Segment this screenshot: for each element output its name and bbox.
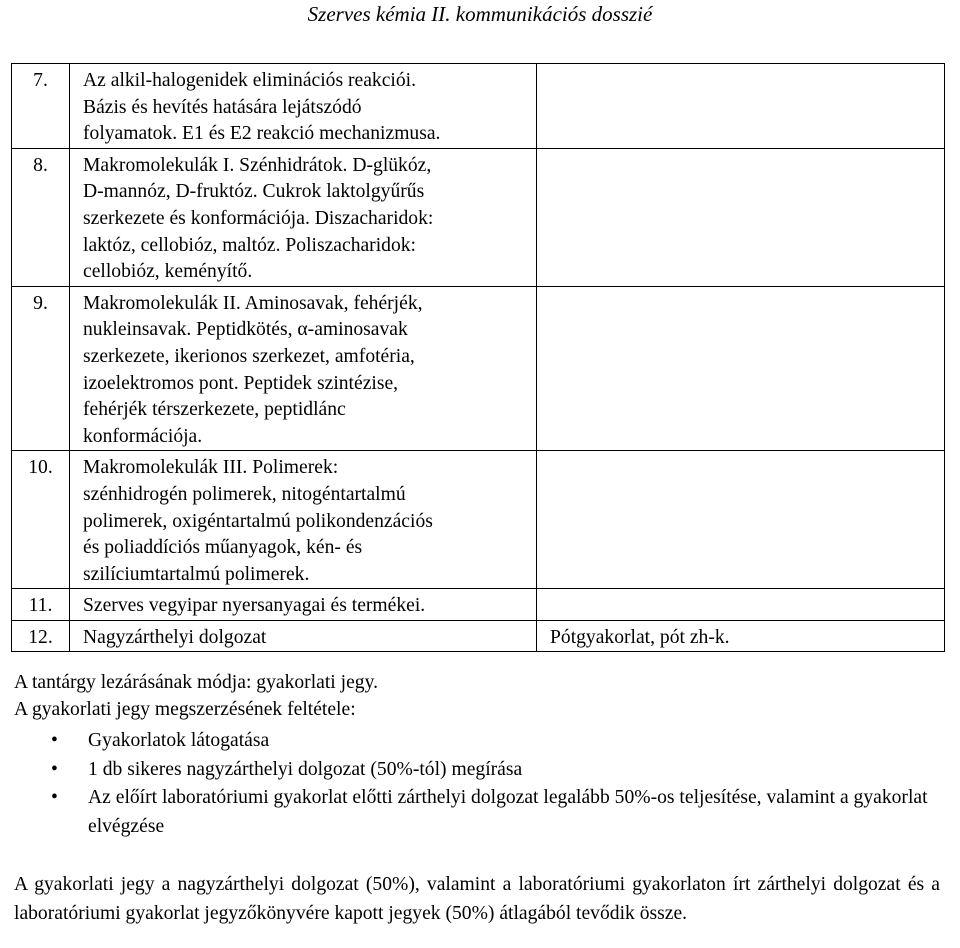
conditions-title: A gyakorlati jegy megszerzésének feltétele: bbox=[14, 699, 356, 720]
topic-line: Makromolekulák I. Szénhidrátok. D-glükóz, bbox=[83, 154, 432, 176]
topic-note bbox=[537, 286, 945, 451]
topic-note bbox=[537, 589, 945, 621]
bullet-icon: • bbox=[51, 787, 58, 808]
list-item bbox=[14, 784, 944, 841]
topic-text bbox=[70, 589, 537, 621]
topic-number: 8. bbox=[12, 148, 70, 286]
topic-text bbox=[70, 286, 537, 451]
condition-text: 1 db sikeres nagyzárthelyi dolgozat (50%-tól) megírása bbox=[88, 758, 523, 780]
topic-note bbox=[537, 451, 945, 589]
topic-line: D-mannóz, D-fruktóz. Cukrok laktolgyűrűs bbox=[83, 181, 425, 203]
bullet-icon: • bbox=[51, 758, 58, 780]
topic-number: 7. bbox=[12, 64, 70, 149]
topic-line: Az alkil-halogenidek eliminációs reakciói. bbox=[83, 70, 416, 91]
conditions-list bbox=[14, 727, 944, 841]
list-item bbox=[14, 727, 944, 756]
topic-line: és poliaddíciós műanyagok, kén- és bbox=[83, 537, 363, 559]
topic-line: cellobióz, keményítő. bbox=[83, 261, 253, 283]
page-header: Szerves kémia II. kommunikációs dosszié bbox=[307, 2, 653, 26]
topic-line: szilíciumtartalmú polimerek. bbox=[83, 563, 310, 585]
topic-line: Makromolekulák II. Aminosavak, fehérjék, bbox=[83, 292, 423, 314]
topic-line: Szerves vegyipar nyersanyagai és termékei. bbox=[83, 595, 426, 617]
condition-text: Az előírt laboratóriumi gyakorlat előtti zárthelyi dolgozat legalább 50%-os teljesítése, valamint a gyakorlat elvégzése bbox=[88, 787, 928, 837]
topic-line: fehérjék térszerkezete, peptidlánc bbox=[83, 399, 346, 421]
topic-line: polimerek, oxigéntartalmú polikondenzációs bbox=[83, 510, 433, 532]
table-row bbox=[12, 620, 945, 652]
condition-text: Gyakorlatok látogatása bbox=[88, 730, 270, 751]
topic-line: Bázis és hevítés hatására lejátszódó bbox=[83, 96, 362, 118]
topic-line: konformációja. bbox=[83, 425, 203, 447]
topic-line: szerkezete, ikerionos szerkezet, amfotéria, bbox=[83, 345, 415, 367]
table-row bbox=[12, 451, 945, 589]
topic-number: 10. bbox=[12, 451, 70, 589]
topic-number: 9. bbox=[12, 286, 70, 451]
topic-text bbox=[70, 451, 537, 589]
table-row bbox=[12, 589, 945, 621]
list-item bbox=[14, 756, 944, 785]
topic-line: szénhidrogén polimerek, nitogéntartalmú bbox=[83, 483, 406, 505]
topics-table bbox=[11, 63, 945, 652]
topic-line: szerkezete és konformációja. Diszacharidok: bbox=[83, 207, 434, 229]
topic-line: folyamatok. E1 és E2 reakció mechanizmusa. bbox=[83, 123, 441, 145]
topic-note: Pótgyakorlat, pót zh-k. bbox=[537, 620, 945, 652]
topic-number: 11. bbox=[12, 589, 70, 621]
topic-text bbox=[70, 620, 537, 652]
topic-line: laktóz, cellobióz, maltóz. Poliszacharidok: bbox=[83, 234, 416, 256]
assessment-method: A tantárgy lezárásának módja: gyakorlati jegy. bbox=[14, 672, 378, 693]
bullet-icon: • bbox=[51, 730, 58, 751]
topic-note bbox=[537, 64, 945, 149]
topic-number: 12. bbox=[12, 620, 70, 652]
table-row bbox=[12, 286, 945, 451]
table-row bbox=[12, 148, 945, 286]
topic-line: Nagyzárthelyi dolgozat bbox=[83, 626, 267, 648]
table-row bbox=[12, 64, 945, 149]
topic-note bbox=[537, 148, 945, 286]
topic-line: nukleinsavak. Peptidkötés, α-aminosavak bbox=[83, 319, 408, 341]
topic-text bbox=[70, 64, 537, 149]
topic-text bbox=[70, 148, 537, 286]
grading-paragraph: A gyakorlati jegy a nagyzárthelyi dolgozat (50%), valamint a laboratóriumi gyakorlaton írt zárthelyi dolgozat és a laboratóriumi gyakorlat jegyzőkönyvére kapott jegyek (50%) átlagából tevődik össze. bbox=[14, 874, 940, 924]
topic-line: izoelektromos pont. Peptidek szintézise, bbox=[83, 372, 399, 394]
topic-line: Makromolekulák III. Polimerek: bbox=[83, 457, 339, 479]
